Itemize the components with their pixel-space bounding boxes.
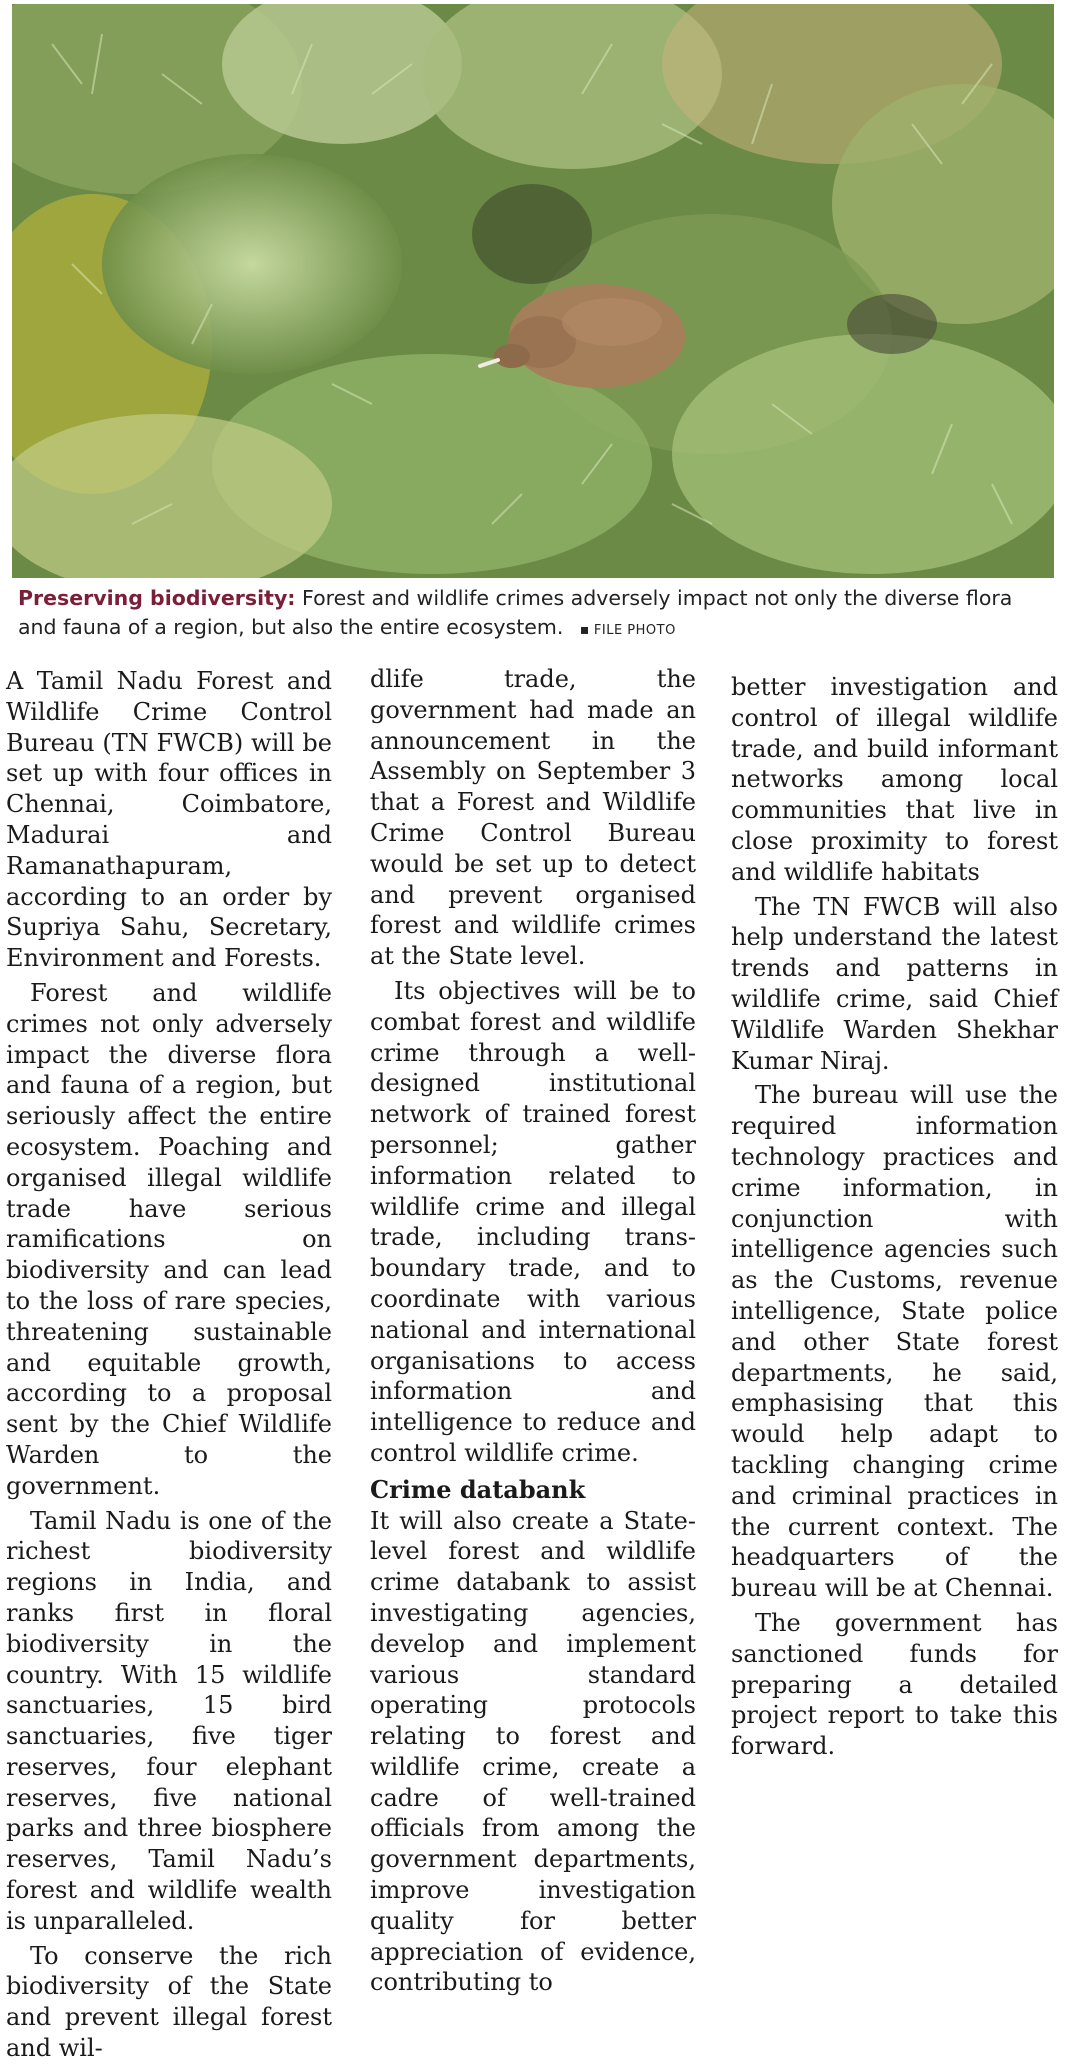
paragraph: The government has sanctioned funds for preparing a detailed project report to take this forward. bbox=[731, 1608, 1058, 1761]
caption-text: Forest and wildlife crimes adversely impact not only the diverse flora and fauna of a region, but also the entire ecosystem. bbox=[18, 586, 1013, 639]
caption-lead: Preserving biodiversity: bbox=[18, 586, 296, 610]
article-column-1 bbox=[6, 666, 332, 2064]
paragraph: better investigation and control of illegal wildlife trade, and build informant networks among local communities that live in close proximity to forest and wildlife habitats bbox=[731, 673, 1058, 886]
photo-credit: ▪ FILE PHOTO bbox=[580, 623, 676, 638]
elephant-grassland-image bbox=[12, 4, 1054, 578]
photo-caption bbox=[18, 584, 1048, 645]
paragraph: Tamil Nadu is one of the richest biodiversity regions in India, and ranks first in floral biodiversity in the country. With 15 wildlife sanctuaries, 15 bird sanctuaries, five tiger reserves, four elephant reserves, five national parks and three biosphere reserves, Tamil Nadu’s forest and wildlife wealth is unparalleled. bbox=[6, 1506, 332, 1935]
article-column-2 bbox=[370, 664, 696, 1998]
subheading: Crime databank bbox=[370, 1474, 586, 1504]
paragraph: The TN FWCB will also help understand the latest trends and patterns in wildlife crime, said Chief Wildlife Warden Shekhar Kumar Niraj. bbox=[731, 892, 1058, 1075]
article-column-3 bbox=[731, 672, 1058, 1762]
paragraph: Its objectives will be to combat forest and wildlife crime through a well-designed institutional network of trained forest personnel; gather information related to wildlife crime and illegal trade, including trans-boundary trade, and to coordinate with various national and international organisations to access information and intelligence to reduce and control wildlife crime. bbox=[370, 976, 696, 1467]
paragraph: dlife trade, the government had made an announcement in the Assembly on September 3 that a Forest and Wildlife Crime Control Bureau would be set up to detect and prevent organised forest and wildlife crimes at the State level. bbox=[370, 665, 696, 971]
paragraph: It will also create a State-level forest and wildlife crime databank to assist investigating agencies, develop and implement various standard operating protocols relating to forest and wildlife crime, create a cadre of well-trained officials from among the government departments, improve investigation quality for better appreciation of evidence, contributing to bbox=[370, 1506, 696, 1997]
paragraph: To conserve the rich biodiversity of the State and prevent illegal forest and wil- bbox=[6, 1941, 332, 2063]
paragraph: A Tamil Nadu Forest and Wildlife Crime Control Bureau (TN FWCB) will be set up with four offices in Chennai, Coimbatore, Madurai and Ramanathapuram, according to an order by Supriya Sahu, Secretary, Environment and Forests. bbox=[6, 667, 332, 973]
paragraph: Forest and wildlife crimes not only adversely impact the diverse flora and fauna of a region, but seriously affect the entire ecosystem. Poaching and organised illegal wildlife trade have serious ramifications on biodiversity and can lead to the loss of rare species, threatening sustainable and equitable growth, according to a proposal sent by the Chief Wildlife Warden to the government. bbox=[6, 978, 332, 1500]
article-photo bbox=[12, 4, 1054, 578]
paragraph: The bureau will use the required information technology practices and crime information, in conjunction with intelligence agencies such as the Customs, revenue intelligence, State police and other State forest departments, he said, emphasising that this would help adapt to tackling changing crime and criminal practices in the current context. The headquarters of the bureau will be at Chennai. bbox=[731, 1081, 1058, 1603]
